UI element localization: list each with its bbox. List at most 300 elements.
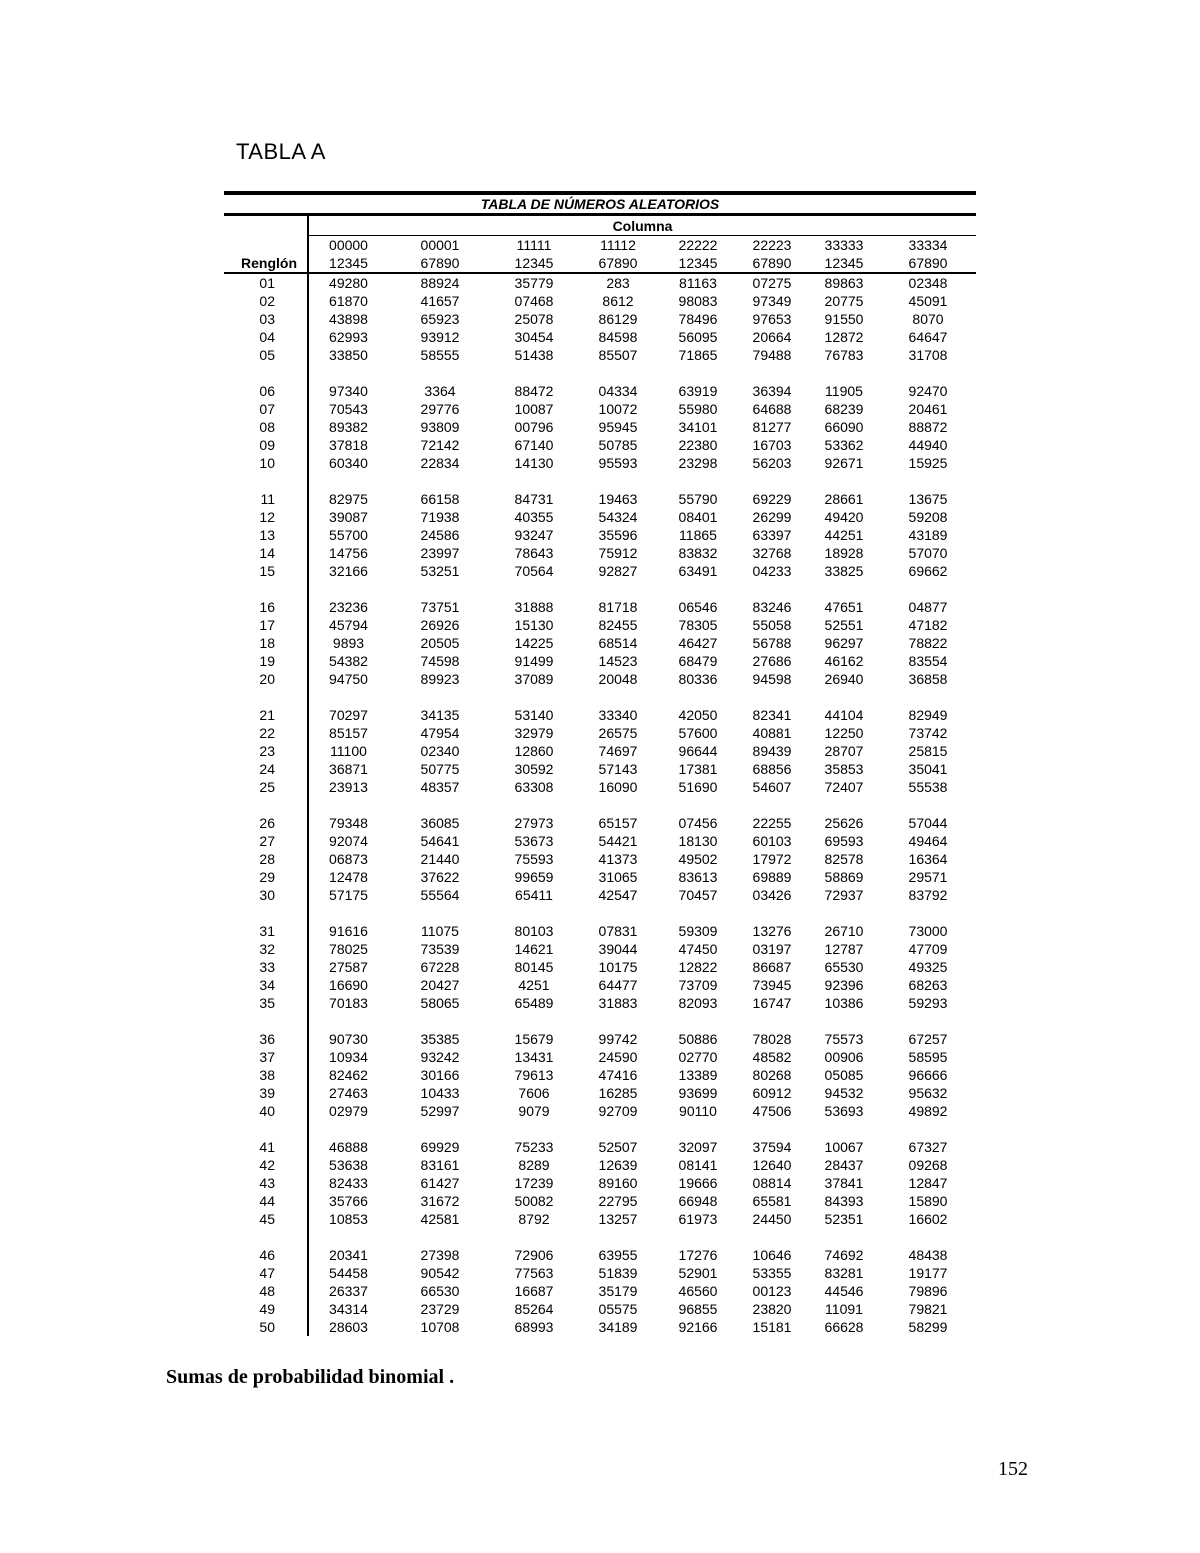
column-header-top: 33334 (908, 237, 948, 253)
random-number-cell: 81718 (598, 599, 638, 615)
row-label-header: Renglón (224, 254, 308, 273)
random-number-cell: 62993 (329, 329, 368, 345)
random-number-cell: 68514 (598, 635, 638, 651)
random-number-cell: 32097 (678, 1139, 718, 1155)
random-number-cell: 63491 (678, 563, 718, 579)
random-number-cell: 73539 (420, 941, 460, 957)
row-label: 43 (224, 1174, 308, 1192)
random-number-cell: 54324 (598, 509, 638, 525)
random-number-cell: 69889 (752, 869, 792, 885)
spacer-cell (308, 1012, 976, 1030)
random-number-cell: 98083 (678, 293, 718, 309)
random-number-cell: 30592 (514, 761, 554, 777)
random-number-cell: 68856 (752, 761, 792, 777)
random-number-cell: 21440 (420, 851, 460, 867)
random-number-cell: 70457 (678, 887, 718, 903)
random-number-cell: 31883 (598, 995, 638, 1011)
column-header-bottom-row (224, 254, 976, 273)
random-number-cell: 63308 (514, 779, 554, 795)
table-row (224, 940, 976, 958)
random-number-cell: 283 (606, 275, 630, 291)
random-number-cell: 27463 (329, 1085, 368, 1101)
random-number-cell: 49420 (824, 509, 864, 525)
random-number-cell: 96644 (678, 743, 718, 759)
random-number-cell: 75573 (824, 1031, 864, 1047)
table-row (224, 616, 976, 634)
table-row (224, 454, 976, 472)
random-number-cell: 23913 (329, 779, 368, 795)
random-number-cell: 95593 (598, 455, 638, 471)
table-row (224, 1030, 976, 1048)
random-number-cell: 67140 (514, 437, 554, 453)
random-number-cell: 78025 (329, 941, 368, 957)
random-number-cell: 20341 (329, 1247, 368, 1263)
random-number-cell: 35385 (420, 1031, 460, 1047)
random-number-cell: 72142 (420, 437, 460, 453)
random-number-cell: 50775 (420, 761, 460, 777)
random-number-cell: 73751 (420, 599, 460, 615)
random-number-cell: 19666 (678, 1175, 718, 1191)
header-corner (224, 216, 308, 236)
random-number-cell: 12822 (678, 959, 718, 975)
random-number-cell: 15890 (908, 1193, 948, 1209)
table-row (224, 346, 976, 364)
row-label: 08 (224, 418, 308, 436)
row-group-spacer (224, 1120, 976, 1138)
random-number-cell: 58065 (420, 995, 460, 1011)
spacer-cell (308, 688, 976, 706)
random-number-cell: 44940 (908, 437, 948, 453)
random-number-cell: 18130 (678, 833, 718, 849)
random-number-cell: 74697 (598, 743, 638, 759)
table-row (224, 1102, 976, 1120)
random-number-cell: 92827 (598, 563, 638, 579)
random-number-cell: 53251 (420, 563, 460, 579)
table-row (224, 706, 976, 724)
random-number-cell: 22255 (752, 815, 792, 831)
row-label: 13 (224, 526, 308, 544)
random-number-cell: 71865 (678, 347, 718, 363)
random-number-cell: 47182 (908, 617, 948, 633)
random-number-cell: 83246 (752, 599, 792, 615)
table-row (224, 1300, 976, 1318)
random-number-cell: 12860 (514, 743, 554, 759)
random-number-cell: 82093 (678, 995, 718, 1011)
random-number-cell: 61973 (678, 1211, 718, 1227)
random-number-cell: 79488 (752, 347, 792, 363)
random-number-cell: 72937 (824, 887, 864, 903)
random-number-cell: 15130 (514, 617, 554, 633)
random-number-cell: 16285 (598, 1085, 638, 1101)
random-number-cell: 47450 (678, 941, 718, 957)
random-number-cell: 07275 (752, 275, 792, 291)
table-row (224, 1156, 976, 1174)
row-label: 01 (224, 273, 308, 292)
random-number-cell: 82462 (329, 1067, 368, 1083)
random-number-cell: 92396 (824, 977, 864, 993)
random-number-cell: 8792 (518, 1211, 550, 1227)
table-title: TABLA DE NÚMEROS ALEATORIOS (224, 191, 976, 216)
random-number-cell: 84598 (598, 329, 638, 345)
random-number-cell: 02348 (908, 275, 948, 291)
random-number-cell: 44104 (824, 707, 864, 723)
random-number-cell: 64477 (598, 977, 638, 993)
random-number-cell: 76783 (824, 347, 864, 363)
row-label: 22 (224, 724, 308, 742)
table-row (224, 1282, 976, 1300)
random-number-cell: 93247 (514, 527, 554, 543)
random-number-cell: 04233 (752, 563, 792, 579)
random-number-cell: 8289 (518, 1157, 550, 1173)
random-number-cell: 42547 (598, 887, 638, 903)
random-number-cell: 46162 (824, 653, 864, 669)
random-number-cell: 99659 (514, 869, 554, 885)
random-number-cell: 08141 (678, 1157, 718, 1173)
random-number-cell: 70543 (329, 401, 368, 417)
column-header-top: 22222 (678, 237, 718, 253)
random-number-cell: 54421 (598, 833, 638, 849)
column-group-header-row (224, 216, 976, 236)
row-label: 28 (224, 850, 308, 868)
row-label: 06 (224, 382, 308, 400)
table-row (224, 1066, 976, 1084)
column-header-top: 00001 (420, 237, 460, 253)
random-number-cell: 67327 (908, 1139, 948, 1155)
random-number-cell: 44546 (824, 1283, 864, 1299)
random-number-cell: 37622 (420, 869, 460, 885)
row-label: 34 (224, 976, 308, 994)
row-label: 04 (224, 328, 308, 346)
row-label: 38 (224, 1066, 308, 1084)
random-number-cell: 85507 (598, 347, 638, 363)
random-number-cell: 83554 (908, 653, 948, 669)
random-number-cell: 14225 (514, 635, 554, 651)
random-number-cell: 11100 (330, 743, 367, 759)
random-number-cell: 83792 (908, 887, 948, 903)
random-number-cell: 81163 (679, 275, 717, 291)
random-number-cell: 25626 (824, 815, 864, 831)
random-number-cell: 23298 (678, 455, 718, 471)
random-number-cell: 24590 (598, 1049, 638, 1065)
random-number-cell: 25815 (908, 743, 948, 759)
random-number-cell: 80103 (514, 923, 554, 939)
random-number-cell: 46888 (329, 1139, 368, 1155)
random-number-cell: 34135 (420, 707, 460, 723)
random-number-cell: 75593 (514, 851, 554, 867)
random-number-cell: 35596 (598, 527, 638, 543)
random-number-cell: 48357 (420, 779, 460, 795)
random-number-cell: 45091 (908, 293, 948, 309)
random-number-cell: 65581 (752, 1193, 792, 1209)
row-label: 36 (224, 1030, 308, 1048)
row-label: 20 (224, 670, 308, 688)
spacer-cell (224, 472, 308, 490)
random-number-cell: 46427 (678, 635, 718, 651)
random-number-cell: 54382 (329, 653, 368, 669)
random-number-cell: 78028 (752, 1031, 792, 1047)
random-number-cell: 13389 (678, 1067, 718, 1083)
random-number-cell: 10386 (824, 995, 864, 1011)
random-number-cell: 26940 (824, 671, 864, 687)
random-number-cell: 79821 (908, 1301, 948, 1317)
table-row (224, 634, 976, 652)
random-number-cell: 89160 (598, 1175, 638, 1191)
random-number-cell: 51839 (598, 1265, 638, 1281)
random-number-cell: 12250 (824, 725, 864, 741)
column-group-label: Columna (308, 216, 976, 236)
random-number-cell: 27686 (752, 653, 792, 669)
random-number-cell: 66628 (824, 1319, 864, 1335)
row-label: 45 (224, 1210, 308, 1228)
table-row (224, 418, 976, 436)
random-number-cell: 34189 (598, 1319, 638, 1335)
row-label: 23 (224, 742, 308, 760)
random-number-cell: 57175 (329, 887, 368, 903)
random-number-cell: 63919 (678, 383, 718, 399)
random-number-cell: 40355 (514, 509, 554, 525)
random-number-cell: 39087 (329, 509, 368, 525)
random-number-cell: 73742 (908, 725, 948, 741)
random-number-cell: 53638 (329, 1157, 368, 1173)
random-number-cell: 84393 (824, 1193, 864, 1209)
random-number-cell: 47954 (420, 725, 460, 741)
random-number-cell: 82975 (329, 491, 368, 507)
table-row (224, 508, 976, 526)
table-row (224, 436, 976, 454)
random-number-cell: 10853 (329, 1211, 368, 1227)
column-header-bottom: 12345 (492, 254, 576, 273)
random-number-cell: 08814 (752, 1175, 792, 1191)
random-number-cell: 86687 (752, 959, 792, 975)
random-number-cell: 02979 (329, 1103, 368, 1119)
random-number-cell: 70564 (514, 563, 554, 579)
table-row (224, 598, 976, 616)
random-number-cell: 11865 (679, 527, 717, 543)
random-number-cell: 43898 (329, 311, 368, 327)
random-number-cell: 71938 (420, 509, 460, 525)
random-number-cell: 27973 (514, 815, 554, 831)
row-label: 41 (224, 1138, 308, 1156)
random-number-cell: 31888 (514, 599, 554, 615)
table-row (224, 400, 976, 418)
random-number-cell: 37818 (329, 437, 368, 453)
random-number-cell: 55564 (420, 887, 460, 903)
random-number-cell: 83613 (678, 869, 718, 885)
table-row (224, 886, 976, 904)
row-label: 07 (224, 400, 308, 418)
random-number-cell: 36394 (752, 383, 792, 399)
random-number-cell: 73000 (908, 923, 948, 939)
random-number-cell: 93699 (678, 1085, 718, 1101)
random-number-cell: 16703 (752, 437, 792, 453)
random-number-cell: 66948 (678, 1193, 718, 1209)
random-number-cell: 12640 (752, 1157, 792, 1173)
random-number-cell: 15925 (908, 455, 948, 471)
random-number-cell: 14621 (514, 941, 554, 957)
column-header-bottom: 12345 (808, 254, 880, 273)
random-number-cell: 02770 (678, 1049, 718, 1065)
row-group-spacer (224, 904, 976, 922)
column-header-top: 33333 (824, 237, 864, 253)
random-number-cell: 56095 (678, 329, 718, 345)
random-numbers-table-container (224, 191, 976, 1336)
random-number-cell: 26337 (329, 1283, 368, 1299)
random-number-cell: 47506 (752, 1103, 792, 1119)
random-number-cell: 58595 (908, 1049, 948, 1065)
random-number-cell: 49464 (908, 833, 948, 849)
random-number-cell: 10708 (420, 1319, 460, 1335)
random-number-cell: 88472 (514, 383, 554, 399)
random-number-cell: 06546 (678, 599, 718, 615)
random-number-cell: 92709 (598, 1103, 638, 1119)
random-number-cell: 49325 (908, 959, 948, 975)
random-number-cell: 05575 (598, 1301, 638, 1317)
table-row (224, 958, 976, 976)
random-number-cell: 59208 (908, 509, 948, 525)
random-number-cell: 58869 (824, 869, 864, 885)
random-number-cell: 74692 (824, 1247, 864, 1263)
random-number-cell: 83161 (420, 1157, 460, 1173)
random-number-cell: 55058 (752, 617, 792, 633)
random-number-cell: 94598 (752, 671, 792, 687)
table-row (224, 562, 976, 580)
random-number-cell: 63955 (598, 1247, 638, 1263)
table-row (224, 994, 976, 1012)
random-number-cell: 10067 (824, 1139, 864, 1155)
random-number-cell: 53693 (824, 1103, 864, 1119)
random-number-cell: 49502 (678, 851, 718, 867)
random-number-cell: 29776 (420, 401, 460, 417)
random-number-cell: 45794 (329, 617, 368, 633)
row-label: 16 (224, 598, 308, 616)
random-number-cell: 23729 (420, 1301, 460, 1317)
random-number-cell: 26299 (752, 509, 792, 525)
random-number-cell: 78643 (514, 545, 554, 561)
random-number-cell: 49892 (908, 1103, 948, 1119)
row-label: 03 (224, 310, 308, 328)
row-label: 50 (224, 1318, 308, 1336)
random-number-cell: 16364 (908, 851, 948, 867)
spacer-cell (224, 1012, 308, 1030)
random-number-cell: 14523 (598, 653, 638, 669)
random-number-cell: 20505 (420, 635, 460, 651)
random-number-cell: 57070 (908, 545, 948, 561)
table-row (224, 922, 976, 940)
random-number-cell: 31708 (908, 347, 948, 363)
random-number-cell: 91616 (329, 923, 368, 939)
random-number-cell: 03426 (752, 887, 792, 903)
random-number-cell: 9079 (518, 1103, 550, 1119)
random-number-cell: 19463 (598, 491, 638, 507)
caption: Sumas de probabilidad binomial . (166, 1366, 455, 1388)
random-number-cell: 24586 (420, 527, 460, 543)
random-number-cell: 16602 (908, 1211, 948, 1227)
table-row (224, 850, 976, 868)
random-number-cell: 16747 (752, 995, 792, 1011)
table-row (224, 832, 976, 850)
row-label: 24 (224, 760, 308, 778)
column-header-top: 11112 (600, 237, 636, 253)
random-number-cell: 52507 (598, 1139, 638, 1155)
column-header-top: 11111 (516, 237, 552, 253)
random-number-cell: 78305 (678, 617, 718, 633)
random-number-cell: 69662 (908, 563, 948, 579)
random-number-cell: 28661 (824, 491, 864, 507)
random-number-cell: 07468 (514, 293, 554, 309)
random-number-cell: 47709 (908, 941, 948, 957)
random-number-cell: 74598 (420, 653, 460, 669)
random-number-cell: 20775 (824, 293, 864, 309)
random-number-cell: 58299 (908, 1319, 948, 1335)
random-number-cell: 48438 (908, 1247, 948, 1263)
random-numbers-table (224, 216, 976, 1336)
random-number-cell: 52351 (824, 1211, 864, 1227)
random-number-cell: 53673 (514, 833, 554, 849)
random-number-cell: 89863 (824, 275, 864, 291)
table-row (224, 1048, 976, 1066)
random-number-cell: 22380 (678, 437, 718, 453)
row-group-spacer (224, 1228, 976, 1246)
page-number: 152 (998, 1458, 1028, 1480)
row-label: 40 (224, 1102, 308, 1120)
random-number-cell: 79896 (908, 1283, 948, 1299)
random-number-cell: 73945 (752, 977, 792, 993)
random-number-cell: 57600 (678, 725, 718, 741)
random-number-cell: 31065 (598, 869, 638, 885)
table-row (224, 1264, 976, 1282)
random-number-cell: 14130 (514, 455, 554, 471)
random-number-cell: 41657 (420, 293, 460, 309)
random-number-cell: 81277 (752, 419, 792, 435)
table-row (224, 1318, 976, 1336)
random-number-cell: 25078 (514, 311, 554, 327)
random-number-cell: 93242 (420, 1049, 460, 1065)
random-number-cell: 16090 (598, 779, 638, 795)
random-number-cell: 20461 (908, 401, 948, 417)
random-number-cell: 36871 (329, 761, 368, 777)
random-number-cell: 35853 (824, 761, 864, 777)
table-heading: TABLA A (236, 139, 326, 164)
random-number-cell: 22834 (420, 455, 460, 471)
random-number-cell: 64647 (908, 329, 948, 345)
random-number-cell: 55980 (678, 401, 718, 417)
random-number-cell: 42581 (420, 1211, 460, 1227)
random-number-cell: 42050 (678, 707, 718, 723)
random-number-cell: 27587 (329, 959, 368, 975)
random-number-cell: 24450 (752, 1211, 792, 1227)
random-number-cell: 78496 (678, 311, 718, 327)
row-label: 37 (224, 1048, 308, 1066)
spacer-cell (308, 796, 976, 814)
random-number-cell: 10175 (598, 959, 638, 975)
random-number-cell: 52997 (420, 1103, 460, 1119)
random-number-cell: 82341 (752, 707, 792, 723)
random-number-cell: 18928 (824, 545, 864, 561)
column-header-bottom: 67890 (388, 254, 492, 273)
random-number-cell: 8070 (912, 311, 944, 327)
spacer-cell (308, 1228, 976, 1246)
random-number-cell: 66090 (824, 419, 864, 435)
random-number-cell: 53140 (514, 707, 554, 723)
row-label: 17 (224, 616, 308, 634)
spacer-cell (224, 688, 308, 706)
table-row (224, 976, 976, 994)
random-number-cell: 36085 (420, 815, 460, 831)
row-label: 44 (224, 1192, 308, 1210)
column-header-bottom: 12345 (660, 254, 736, 273)
random-number-cell: 66158 (420, 491, 460, 507)
random-number-cell: 69929 (420, 1139, 460, 1155)
